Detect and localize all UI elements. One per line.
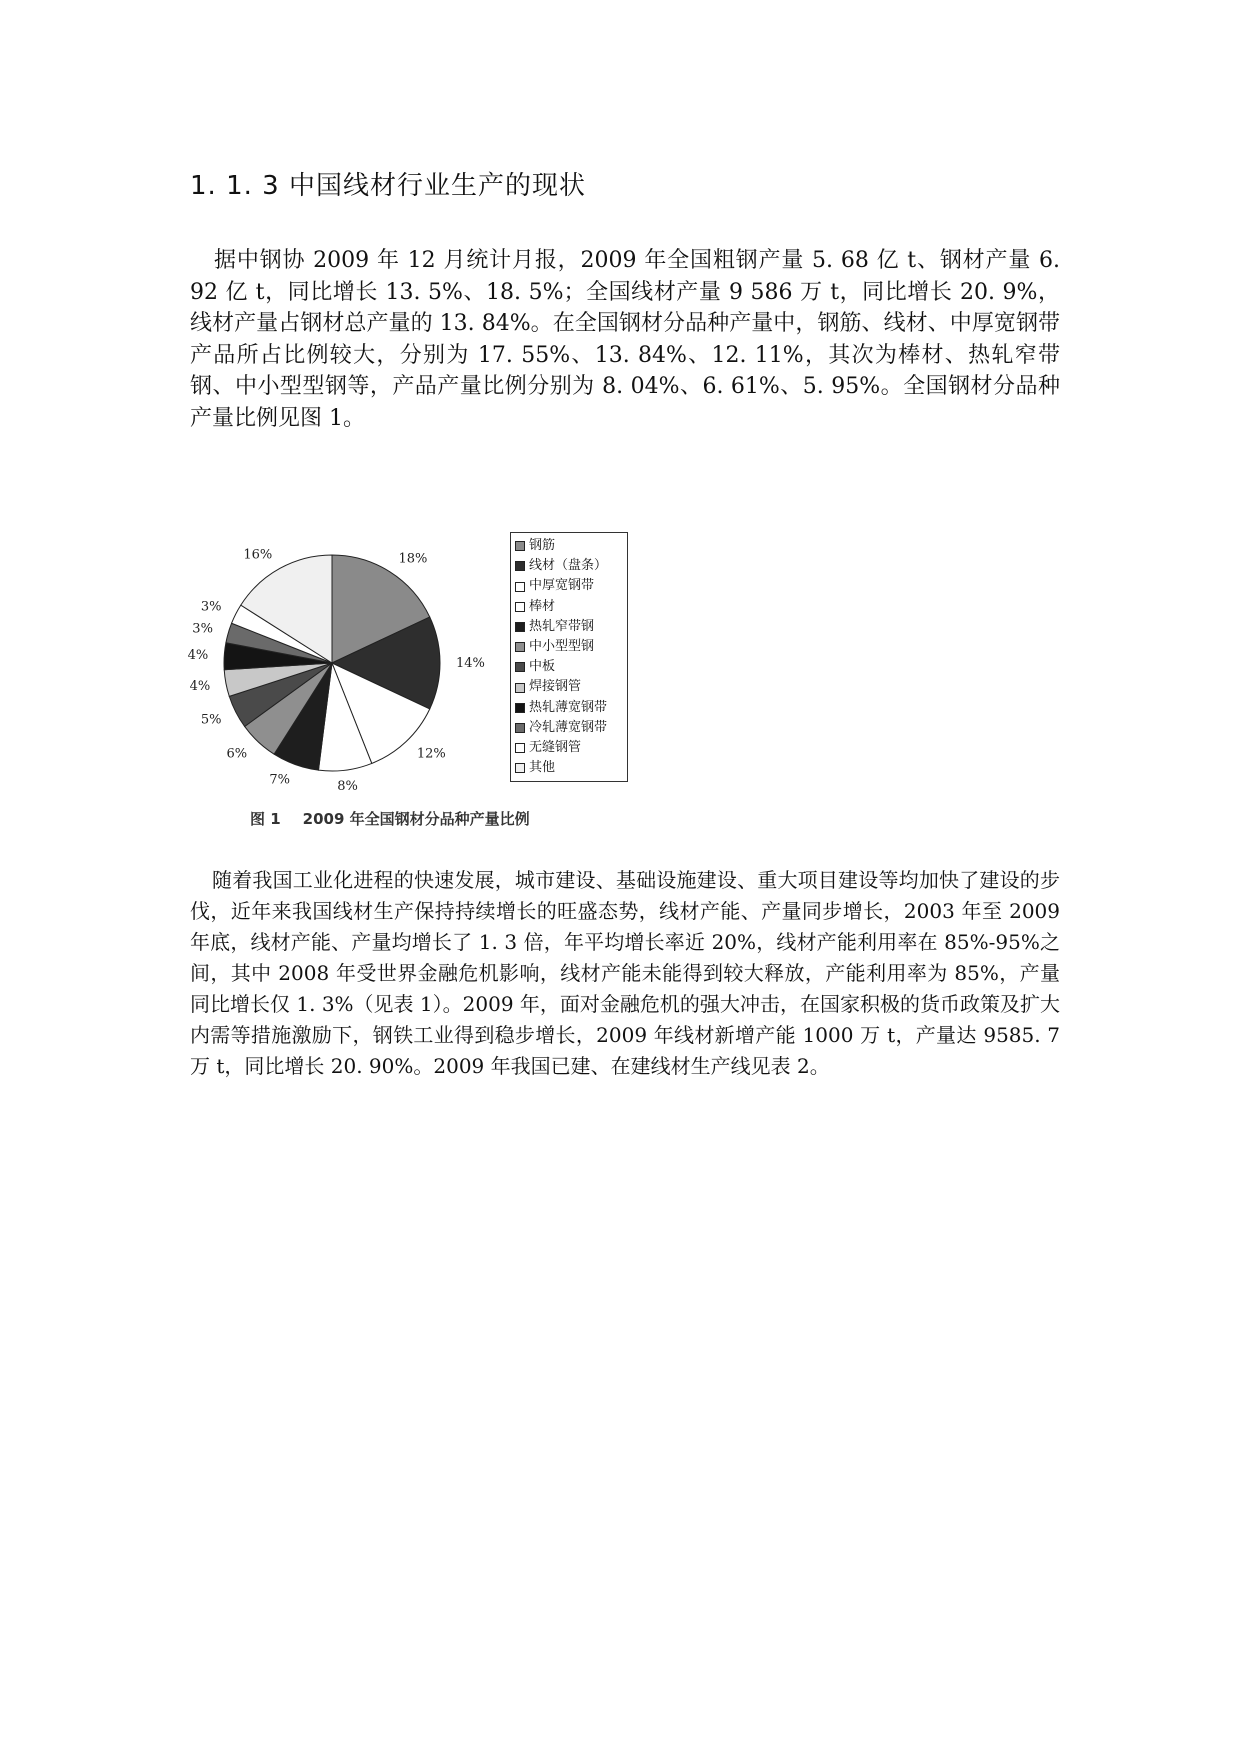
legend-swatch [515, 763, 525, 773]
legend-item-12 [515, 758, 623, 778]
chart-legend [510, 532, 628, 782]
legend-swatch [515, 683, 525, 693]
legend-item-7 [515, 657, 623, 677]
legend-label: 中小型型钢 [529, 639, 595, 655]
legend-label: 焊接钢管 [529, 679, 582, 695]
pie-label-9: 4% [187, 648, 209, 664]
legend-swatch [515, 723, 525, 733]
legend-item-5 [515, 617, 623, 637]
legend-swatch [515, 703, 525, 713]
legend-label: 冷轧薄宽钢带 [529, 719, 608, 735]
legend-item-2 [515, 556, 623, 576]
pie-label-6: 6% [226, 746, 248, 762]
legend-label: 热轧薄宽钢带 [529, 699, 608, 715]
legend-swatch [515, 582, 525, 592]
legend-swatch [515, 602, 525, 612]
legend-swatch [515, 541, 525, 551]
legend-label: 棒材 [529, 598, 556, 614]
legend-item-3 [515, 576, 623, 596]
legend-label: 无缝钢管 [529, 740, 582, 756]
legend-swatch [515, 662, 525, 672]
legend-label: 线材（盘条） [529, 558, 608, 574]
pie-label-8: 4% [189, 679, 211, 695]
legend-label: 中厚宽钢带 [529, 578, 595, 594]
pie-label-11: 3% [200, 599, 222, 615]
pie-label-10: 3% [192, 621, 213, 637]
pie-label-3: 12% [416, 746, 446, 762]
legend-item-10 [515, 718, 623, 738]
legend-label: 热轧窄带钢 [529, 618, 595, 634]
legend-item-1 [515, 536, 623, 556]
legend-swatch [515, 561, 525, 571]
figure-caption [250, 808, 530, 829]
section-heading: 1. 1. 3 中国线材行业生产的现状 [190, 171, 586, 201]
legend-item-8 [515, 677, 623, 697]
pie-label-4: 8% [337, 779, 358, 795]
legend-swatch [515, 642, 525, 652]
figure-number: 图 1 [250, 810, 281, 828]
pie-label-12: 16% [243, 547, 273, 563]
legend-swatch [515, 743, 525, 753]
legend-item-11 [515, 738, 623, 758]
pie-label-7: 5% [200, 712, 222, 728]
paragraph-industry-growth: 随着我国工业化进程的快速发展，城市建设、基础设施建设、重大项目建设等均加快了建设的步伐，近年来我国线材生产保持持续增长的旺盛态势，线材产能、产量同步增长，2003 年至 2009 年底，线材产能、产量均增长了 1. 3 倍，年平均增长率近 20%，线材产能利用率在 85%-95%之间，其中 2008 年受世界金融危机影响，线材产能未能得到较大释放，产能利用率为 85%，产量同比增长仅 1. 3%（见表 1）。2009 年，面对金融危机的强大冲击，在国家积极的货币政策及扩大内需等措施激励下，钢铁工业得到稳步增长，2009 年线材新增产能 1000 万 t，产量达 9585. 7 万 t，同比增长 20. 90%。2009 年我国已建、在建线材生产线见表 2。 [190, 868, 1060, 1078]
legend-item-9 [515, 698, 623, 718]
paragraph-production-stats: 据中钢协 2009 年 12 月统计月报，2009 年全国粗钢产量 5. 68 亿 t、钢材产量 6. 92 亿 t，同比增长 13. 5%、18. 5%；全国线材产量 9 586 万 t，同比增长 20. 9%，线材产量占钢材总产量的 13. 84%。在全国钢材分品种产量中，钢筋、线材、中厚宽钢带产品所占比例较大，分别为 17. 55%、13. 84%、12. 11%，其次为棒材、热轧窄带钢、中小型型钢等，产品产量比例分别为 8. 04%、6. 61%、5. 95%。全国钢材分品种产量比例见图 1。 [190, 248, 1060, 431]
legend-label: 其他 [529, 760, 556, 776]
legend-label: 钢筋 [529, 538, 556, 553]
pie-label-2: 14% [456, 656, 485, 671]
legend-item-4 [515, 597, 623, 617]
legend-label: 中板 [529, 659, 556, 675]
figure-title: 2009 年全国钢材分品种产量比例 [302, 810, 530, 828]
legend-item-6 [515, 637, 623, 657]
pie-chart [187, 530, 510, 795]
pie-label-5: 7% [269, 772, 290, 788]
legend-swatch [515, 622, 525, 632]
pie-label-1: 18% [398, 551, 428, 567]
